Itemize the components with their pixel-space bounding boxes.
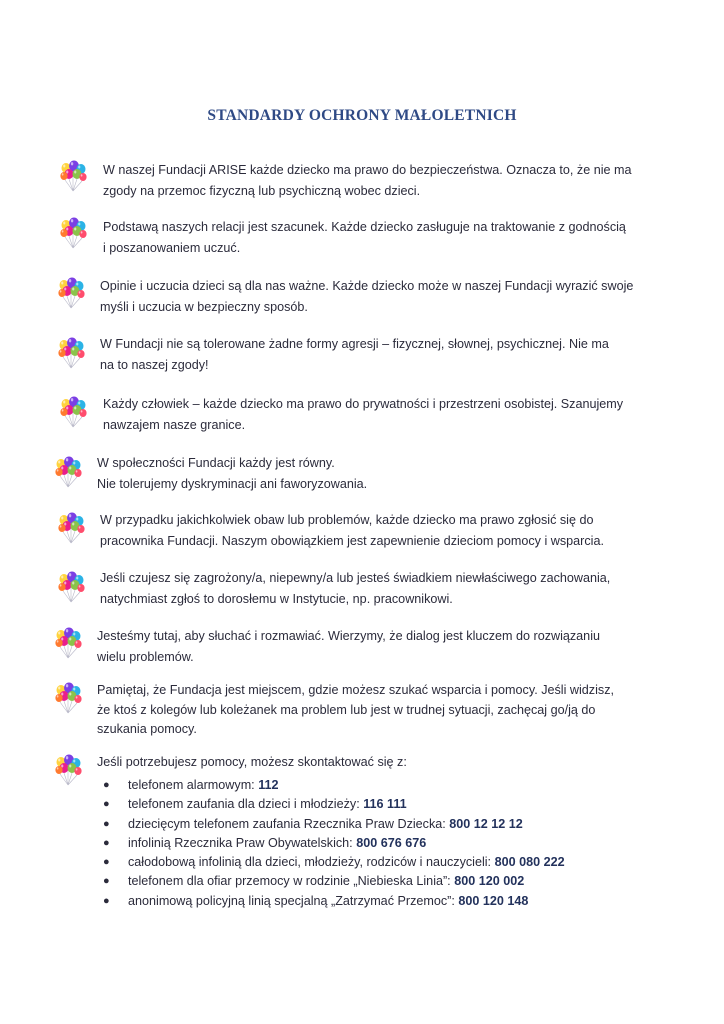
paragraph-text <box>103 160 639 202</box>
contact-label: dziecięcym telefonem zaufania Rzecznika Praw Dziecka: <box>128 816 450 831</box>
contact-number: 800 12 12 12 <box>449 816 523 831</box>
paragraph-line: natychmiast zgłoś to dorosłemu w Instytucie, np. pracownikowi. <box>100 592 453 606</box>
contact-label: infolinią Rzecznika Praw Obywatelskich: <box>128 835 357 850</box>
contact-number: 800 120 148 <box>458 893 529 908</box>
balloons-icon <box>58 337 86 369</box>
list-item: ● całodobową infolinią dla dzieci, młodzieży, rodziców i nauczycieli: 800 080 222 <box>103 855 565 870</box>
contact-label: anonimową policyjną linią specjalną „Zatrzymać Przemoc”: <box>128 893 459 908</box>
paragraph-line: pracownika Fundacji. Naszym obowiązkiem jest zapewnienie dzieciom pomocy i wsparcia. <box>100 534 604 548</box>
contact-number: 112 <box>258 778 279 792</box>
paragraph-line: W naszej Fundacji ARISE każde dziecko ma prawo do bezpieczeństwa. Oznacza to, że nie ma <box>103 163 632 177</box>
paragraph-line: i poszanowaniem uczuć. <box>103 241 241 255</box>
balloons-icon <box>58 571 86 603</box>
contact-number: 800 080 222 <box>494 855 565 870</box>
paragraph-line: Każdy człowiek – każde dziecko ma prawo do prywatności i przestrzeni osobistej. Szanujemy <box>103 397 624 411</box>
paragraph-line: Nie tolerujemy dyskryminacji ani faworyzowania. <box>97 477 368 491</box>
paragraph-line: Jeśli potrzebujesz pomocy, możesz skontaktować się z: <box>97 755 407 769</box>
list-item: ● telefonem alarmowym: 112 <box>103 778 279 792</box>
paragraph-text <box>100 510 638 552</box>
paragraph-text <box>103 394 639 436</box>
paragraph-line: Jesteśmy tutaj, aby słuchać i rozmawiać. Wierzymy, że dialog jest kluczem do rozwiązaniu <box>97 629 600 643</box>
contact-label: telefonem alarmowym: <box>128 778 259 792</box>
list-item: ● dziecięcym telefonem zaufania Rzecznika Praw Dziecka: 800 12 12 12 <box>103 816 523 831</box>
contact-label: telefonem dla ofiar przemocy w rodzinie „Niebieska Linia”: <box>128 874 455 889</box>
balloons-icon <box>60 160 88 192</box>
paragraph-line: Podstawą naszych relacji jest szacunek. Każde dziecko zasługuje na traktowanie z godnością <box>103 220 626 234</box>
contact-number: 800 676 676 <box>356 835 427 850</box>
paragraph-line: Opinie i uczucia dzieci są dla nas ważne. Każde dziecko może w naszej Fundacji wyrazić swoje <box>100 279 634 293</box>
balloons-icon <box>55 682 83 714</box>
paragraph-line: że ktoś z kolegów lub koleżanek ma problem lub jest w trudnej sytuacji, zachęcaj go/ją do <box>97 702 596 717</box>
balloons-icon <box>58 277 86 309</box>
contact-number: 116 111 <box>363 797 407 812</box>
list-item: ● anonimową policyjną linią specjalną „Zatrzymać Przemoc”: 800 120 148 <box>103 893 529 908</box>
paragraph-line: W Fundacji nie są tolerowane żadne formy agresji – fizycznej, słownej, psychicznej. Nie ma <box>100 337 609 351</box>
paragraph-line: myśli i uczucia w bezpieczny sposób. <box>100 300 308 314</box>
balloons-icon <box>58 512 86 544</box>
paragraph-line: W przypadku jakichkolwiek obaw lub problemów, każde dziecko ma prawo zgłosić się do <box>100 513 594 527</box>
contact-label: całodobową infolinią dla dzieci, młodzieży, rodziców i nauczycieli: <box>128 855 495 870</box>
paragraph-line: szukania pomocy. <box>97 722 197 736</box>
paragraph-line: zgody na przemoc fizyczną lub psychiczną wobec dzieci. <box>103 184 421 198</box>
list-item: ● telefonem dla ofiar przemocy w rodzinie „Niebieska Linia”: 800 120 002 <box>103 874 525 889</box>
paragraph-text <box>97 626 638 668</box>
paragraph-line: wielu problemów. <box>97 650 194 664</box>
paragraph-text <box>103 217 639 259</box>
paragraph-text <box>97 681 642 740</box>
balloons-icon <box>55 456 83 488</box>
paragraph-text <box>97 453 637 495</box>
paragraph-line: na to naszej zgody! <box>100 358 209 372</box>
balloons-icon <box>60 217 88 249</box>
paragraph-text <box>100 334 638 376</box>
list-item: ● telefonem zaufania dla dzieci i młodzieży: 116 111 <box>103 797 407 812</box>
balloons-icon <box>60 396 88 428</box>
paragraph-text <box>100 276 640 318</box>
paragraph-line: W społeczności Fundacji każdy jest równy. <box>97 456 335 470</box>
paragraph-line: Jeśli czujesz się zagrożony/a, niepewny/a lub jesteś świadkiem niewłaściwego zachowania, <box>100 571 611 585</box>
paragraph-text <box>100 568 638 610</box>
paragraph-line: nawzajem nasze granice. <box>103 418 246 432</box>
contacts-list <box>100 776 660 911</box>
paragraph-line: Pamiętaj, że Fundacja jest miejscem, gdzie możesz szukać wsparcia i pomocy. Jeśli widzisz, <box>97 683 614 697</box>
page-title: STANDARDY OCHRONY MAŁOLETNICH <box>207 107 517 124</box>
list-item: ● infolinią Rzecznika Praw Obywatelskich: 800 676 676 <box>103 835 427 850</box>
contact-number: 800 120 002 <box>454 874 525 889</box>
balloons-icon <box>55 754 83 786</box>
balloons-icon <box>55 627 83 659</box>
contact-label: telefonem zaufania dla dzieci i młodzieży: <box>128 797 364 812</box>
paragraph-text <box>97 752 642 773</box>
